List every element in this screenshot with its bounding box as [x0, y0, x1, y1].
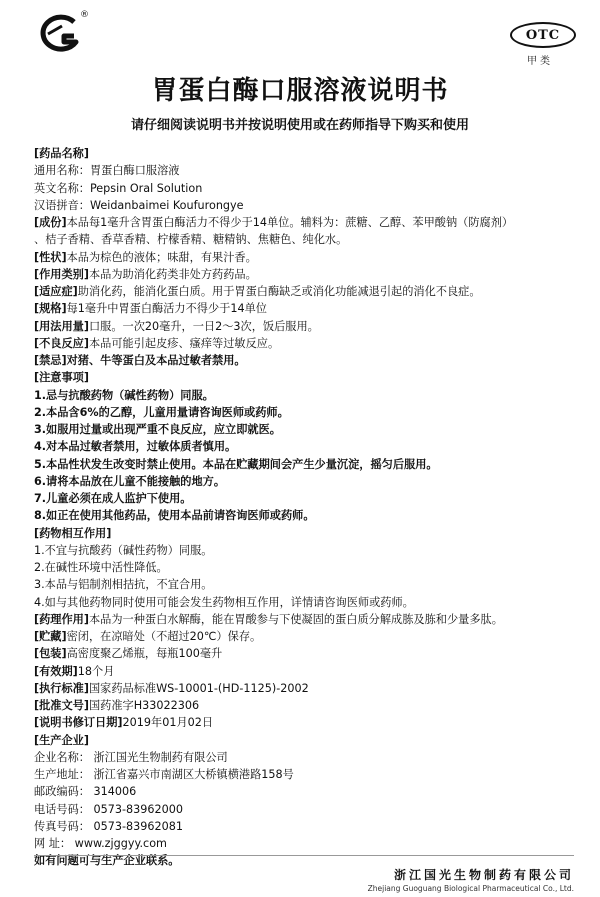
- registered-mark: ®: [80, 10, 89, 20]
- instructions-body: [34, 145, 574, 870]
- line-text: 18个月: [77, 664, 115, 678]
- line-text: 2.本品含6%的乙醇，儿童用量请咨询医师或药师。: [34, 405, 289, 419]
- line-text: 高密度聚乙烯瓶，每瓶100毫升: [66, 647, 223, 661]
- section-label: [不良反应]: [34, 336, 89, 350]
- company-logo-icon: [34, 14, 82, 54]
- line-text: 助消化药，能消化蛋白质。用于胃蛋白酶缺乏或消化功能减退引起的消化不良症。: [77, 285, 481, 298]
- line-text: 本品为助消化药类非处方药药品。: [88, 267, 257, 281]
- text-line: [34, 231, 574, 248]
- line-text: 8.如正在使用其他药品，使用本品前请咨询医师或药师。: [34, 509, 315, 523]
- text-line: [34, 576, 574, 593]
- footer-company-cn: 浙江国光生物制药有限公司: [393, 868, 574, 882]
- line-text: 网 址： www.zjggyy.com: [34, 837, 167, 850]
- line-text: 1.忌与抗酸药物（碱性药物）同服。: [34, 388, 214, 402]
- section-label: [生产企业]: [34, 733, 89, 747]
- section-label: [注意事项]: [34, 371, 89, 385]
- line-text: 每1毫升中胃蛋白酶活力不得少于14单位: [66, 302, 267, 316]
- section-line: [34, 645, 574, 662]
- section-label: [贮藏]: [34, 630, 67, 643]
- section-label: [执行标准]: [34, 681, 89, 695]
- section-label: [包装]: [34, 647, 67, 661]
- text-line: [34, 490, 574, 507]
- section-line: [34, 283, 574, 300]
- line-text: 汉语拼音：Weidanbaimei Koufurongye: [34, 198, 244, 212]
- section-label: [规格]: [34, 302, 67, 316]
- section-line: [34, 214, 574, 231]
- section-line: [34, 318, 574, 335]
- line-text: 3.如服用过量或出现严重不良反应，应立即就医。: [34, 423, 281, 436]
- line-text: 对猪、牛等蛋白及本品过敏者禁用。: [66, 354, 246, 367]
- text-line: [34, 835, 574, 852]
- text-line: [34, 180, 574, 197]
- line-text: 邮政编码： 314006: [34, 785, 137, 799]
- section-label: [作用类别]: [34, 267, 89, 281]
- footer-company-en: Zhejiang Guoguang Biological Pharmaceutical Co., Ltd.: [367, 884, 574, 893]
- text-line: [34, 783, 574, 800]
- text-line: [34, 387, 574, 404]
- text-line: [34, 507, 574, 524]
- text-line: [34, 456, 574, 473]
- line-text: 、桔子香精、香草香精、柠檬香精、糖精钠、焦糖色、纯化水。: [34, 233, 348, 247]
- line-text: 4.如与其他药物同时使用可能会发生药物相互作用，详情请咨询医师或药师。: [34, 595, 414, 609]
- line-text: 本品为棕色的液体；味甜，有果汁香。: [66, 250, 257, 264]
- section-label: [说明书修订日期]: [34, 716, 123, 730]
- line-text: 7.儿童必须在成人监护下使用。: [34, 492, 192, 505]
- text-line: [34, 766, 574, 783]
- section-label: [适应症]: [34, 285, 78, 298]
- text-line: [34, 421, 574, 438]
- section-line: [34, 663, 574, 680]
- footer-divider: [34, 855, 574, 856]
- line-text: 英文名称：Pepsin Oral Solution: [34, 181, 203, 195]
- line-text: 传真号码： 0573-83962081: [34, 819, 183, 833]
- text-line: [34, 594, 574, 611]
- line-text: 本品每1毫升含胃蛋白酶活力不得少于14单位。辅料为：蔗糖、乙醇、苯甲酸钠（防腐剂）: [66, 216, 514, 229]
- otc-class-label: 甲类: [527, 56, 553, 67]
- line-text: 密闭，在凉暗处（不超过20℃）保存。: [66, 630, 262, 643]
- section-line: [34, 369, 574, 386]
- section-line: [34, 335, 574, 352]
- line-text: 本品为一种蛋白水解酶，能在胃酸参与下使凝固的蛋白质分解成胨及胨和少量多肽。: [88, 612, 503, 626]
- document-title: 胃蛋白酶口服溶液说明书: [151, 76, 449, 106]
- text-line: [34, 818, 574, 835]
- section-label: [药品名称]: [34, 147, 89, 160]
- section-label: [禁忌]: [34, 354, 67, 367]
- text-line: [34, 438, 574, 455]
- line-text: 如有问题可与生产企业联系。: [34, 854, 180, 868]
- line-text: 2.在碱性环境中活性降低。: [34, 561, 168, 574]
- section-line: [34, 145, 574, 162]
- section-label: [用法用量]: [34, 319, 89, 333]
- text-line: [34, 162, 574, 179]
- section-line: [34, 714, 574, 731]
- line-text: 1.不宜与抗酸药（碱性药物）同服。: [34, 543, 213, 557]
- section-line: [34, 680, 574, 697]
- line-text: 国药准字H33022306: [88, 699, 200, 712]
- line-text: 4.对本品过敏者禁用，过敏体质者慎用。: [34, 440, 237, 454]
- line-text: 2019年01月02日: [122, 716, 214, 730]
- document-subtitle: 请仔细阅读说明书并按说明使用或在药师指导下购买和使用: [130, 118, 469, 133]
- line-text: 通用名称：胃蛋白酶口服溶液: [34, 164, 180, 178]
- section-line: [34, 249, 574, 266]
- otc-badge: OTC: [510, 22, 576, 48]
- section-line: [34, 266, 574, 283]
- line-text: 生产地址： 浙江省嘉兴市南湖区大桥镇横港路158号: [34, 768, 294, 781]
- line-text: 3.本品与铝制剂相拮抗，不宜合用。: [34, 578, 213, 592]
- line-text: 本品可能引起皮疹、瘙痒等过敏反应。: [88, 336, 280, 350]
- section-label: [有效期]: [34, 664, 78, 678]
- line-text: 电话号码： 0573-83962000: [34, 802, 183, 816]
- section-label: [性状]: [34, 250, 67, 264]
- text-line: [34, 197, 574, 214]
- line-text: 企业名称： 浙江国光生物制药有限公司: [34, 750, 228, 764]
- section-label: [药理作用]: [34, 612, 89, 626]
- section-label: [成份]: [34, 216, 67, 229]
- text-line: [34, 404, 574, 421]
- section-label: [药物相互作用]: [34, 526, 112, 540]
- line-text: 5.本品性状发生改变时禁止使用。本品在贮藏期间会产生少量沉淀，摇匀后服用。: [34, 457, 438, 471]
- section-line: [34, 611, 574, 628]
- section-line: [34, 628, 574, 645]
- line-text: 口服。一次20毫升，一日2～3次，饭后服用。: [88, 319, 319, 333]
- text-line: [34, 473, 574, 490]
- section-line: [34, 697, 574, 714]
- text-line: [34, 559, 574, 576]
- text-line: [34, 542, 574, 559]
- section-line: [34, 352, 574, 369]
- section-line: [34, 525, 574, 542]
- text-line: [34, 749, 574, 766]
- line-text: 6.请将本品放在儿童不能接触的地方。: [34, 474, 226, 488]
- line-text: 国家药品标准WS-10001-(HD-1125)-2002: [88, 681, 309, 695]
- section-line: [34, 300, 574, 317]
- text-line: [34, 801, 574, 818]
- section-label: [批准文号]: [34, 699, 89, 712]
- section-line: [34, 732, 574, 749]
